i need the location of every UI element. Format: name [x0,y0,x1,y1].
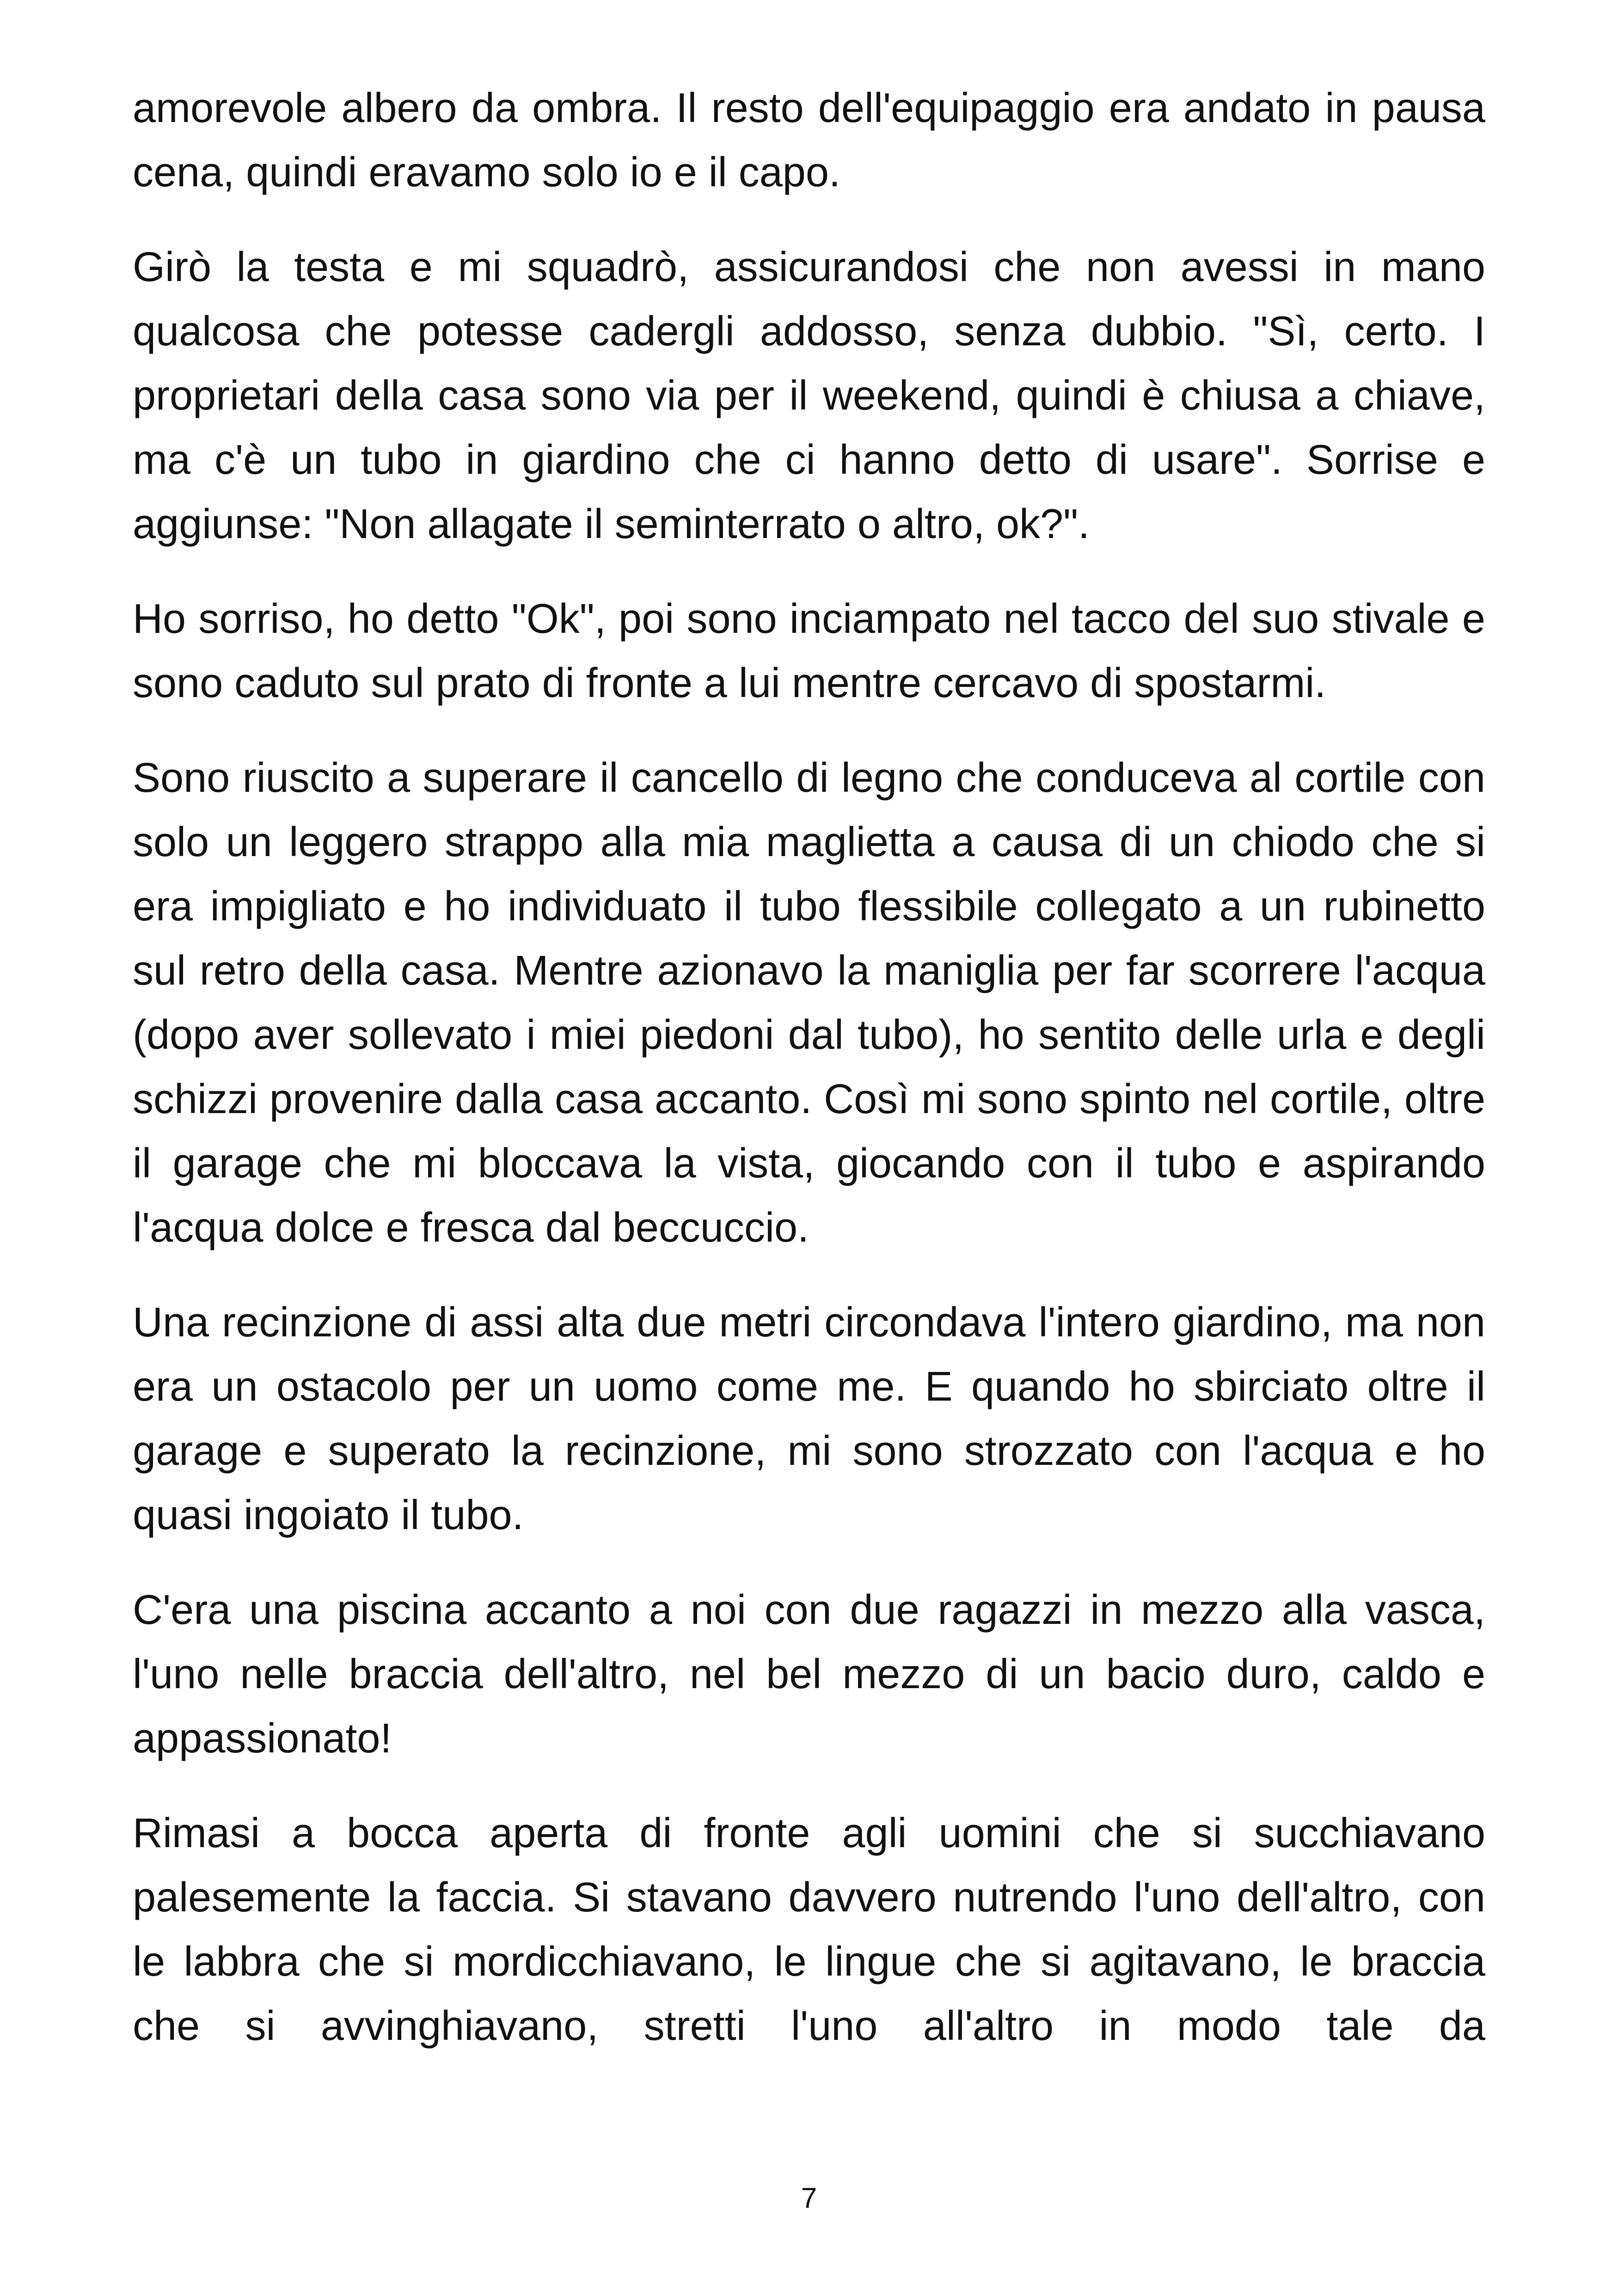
paragraph-3: Ho sorriso, ho detto "Ok", poi sono inciampato nel tacco del suo stivale e sono caduto sul prato di fronte a lui mentre cercavo di spostarmi. [133,596,1485,706]
paragraph-2: Girò la testa e mi squadrò, assicurandosi che non avessi in mano qualcosa che potesse cadergli addosso, senza dubbio. "Sì, certo. I proprietari della casa sono via per il weekend, quindi è chiusa a chiave, ma c'è un tubo in giardino che ci hanno detto di usare". Sorrise e aggiunse: "Non allagate il seminterrato o altro, ok?". [133,244,1485,547]
page-body [133,76,1485,2089]
paragraph-1: amorevole albero da ombra. Il resto dell'equipaggio era andato in pausa cena, quindi eravamo solo io e il capo. [133,85,1485,196]
paragraph-6: C'era una piscina accanto a noi con due ragazzi in mezzo alla vasca, l'uno nelle braccia dell'altro, nel bel mezzo di un bacio duro, caldo e appassionato! [133,1587,1485,1762]
paragraph-7: Rimasi a bocca aperta di fronte agli uomini che si succhiavano palesemente la faccia. Si stavano davvero nutrendo l'uno dell'altro, con le labbra che si mordicchiavano, le lingue che si agitavano, le braccia che si avvinghiavano, stretti l'uno all'altro in modo tale da [133,1810,1485,2049]
page-number: 7 [801,2182,817,2214]
paragraph-5: Una recinzione di assi alta due metri circondava l'intero giardino, ma non era un ostacolo per un uomo come me. E quando ho sbirciato oltre il garage e superato la recinzione, mi sono strozzato con l'acqua e ho quasi ingoiato il tubo. [133,1299,1485,1538]
paragraph-4: Sono riuscito a superare il cancello di legno che conduceva al cortile con solo un leggero strappo alla mia maglietta a causa di un chiodo che si era impigliato e ho individuato il tubo flessibile collegato a un rubinetto sul retro della casa. Mentre azionavo la maniglia per far scorrere l'acqua (dopo aver sollevato i miei piedoni dal tubo), ho sentito delle urla e degli schizzi provenire dalla casa accanto. Così mi sono spinto nel cortile, oltre il garage che mi bloccava la vista, giocando con il tubo e aspirando l'acqua dolce e fresca dal beccuccio. [133,755,1485,1251]
